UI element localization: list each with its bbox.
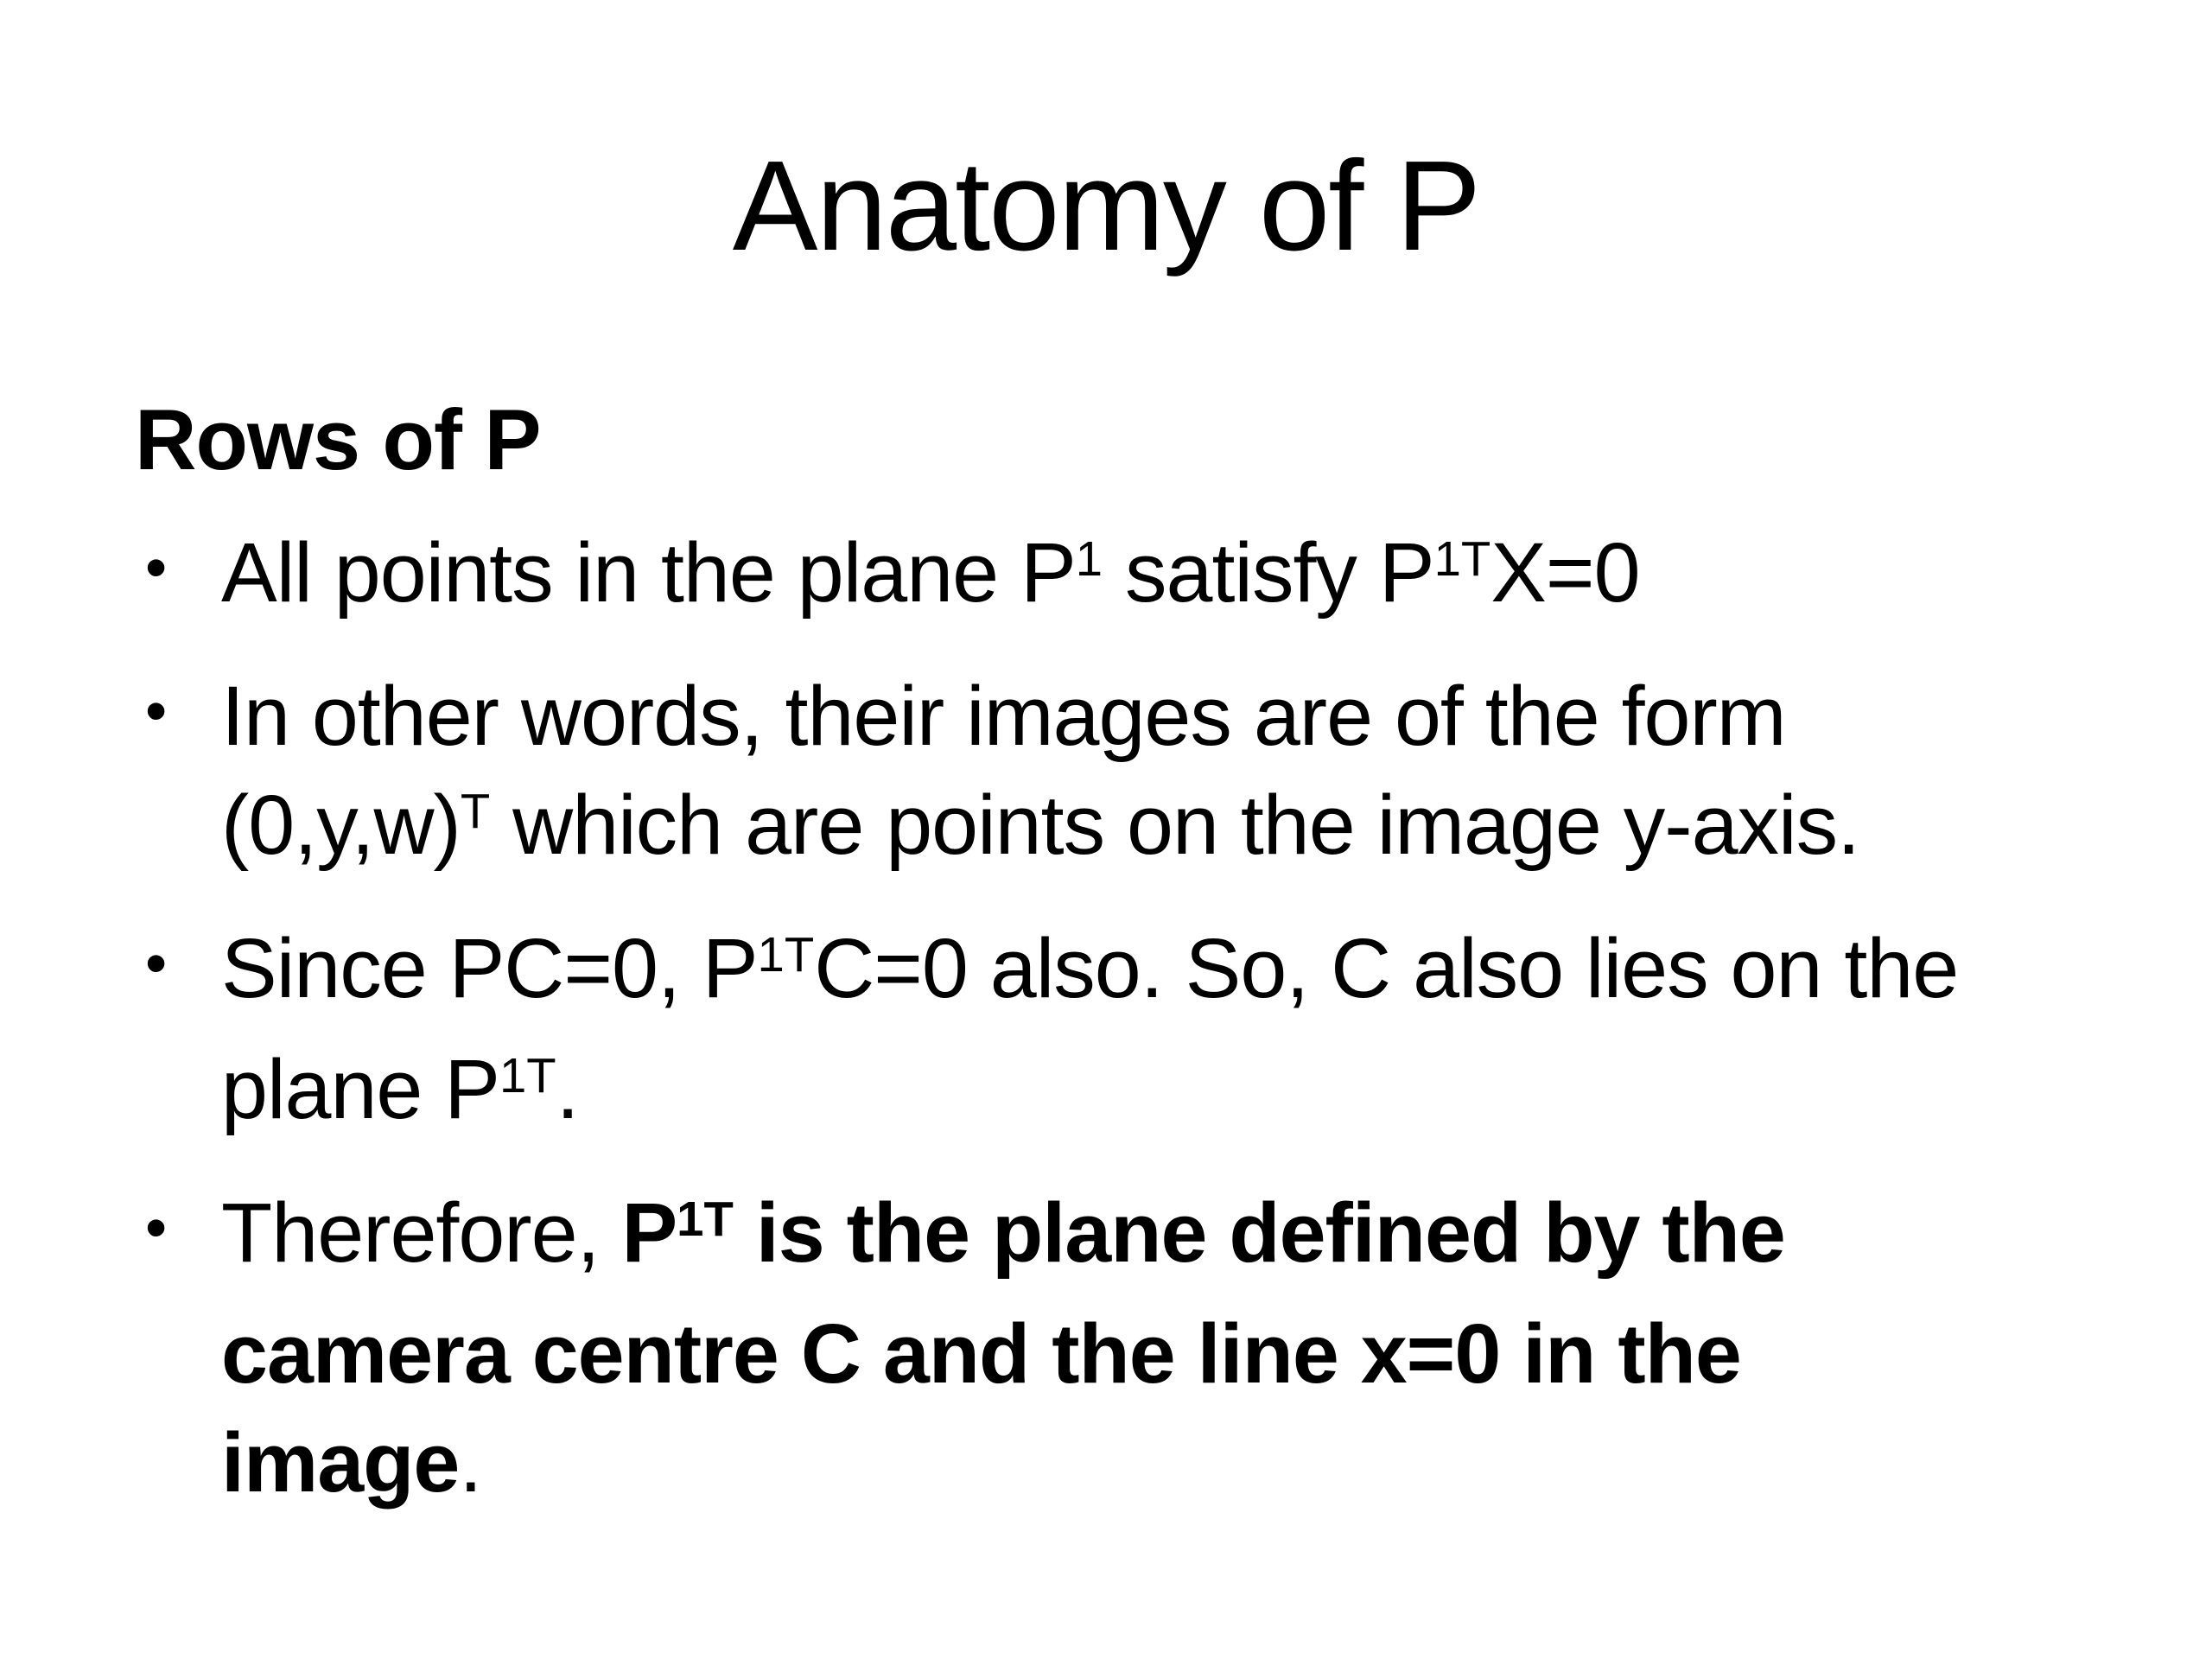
- bullet-text: (0,y,w): [221, 777, 461, 872]
- bullet-text: X=0: [1491, 524, 1640, 620]
- bullet-text: Since PC=0, P: [221, 920, 758, 1015]
- superscript-text: 1T: [499, 1048, 556, 1103]
- superscript-text: 1T: [757, 927, 815, 982]
- bullet-text: In other words, their images are of the form: [221, 668, 1786, 763]
- bullet-text: .: [556, 1041, 579, 1136]
- bullet-text: satisfy P: [1103, 524, 1434, 620]
- bullet-text: P: [621, 1185, 677, 1280]
- slide-body: [135, 385, 2091, 1517]
- bullet-text: Therefore,: [221, 1185, 622, 1280]
- bullet-text: plane P: [221, 1041, 499, 1136]
- bullet-icon: •: [145, 1192, 167, 1262]
- bullet-item: [135, 914, 2091, 1156]
- bullet-text: C=0 also. So, C also lies on the: [814, 920, 1959, 1015]
- superscript-text: T: [460, 784, 491, 839]
- superscript-text: 1: [1075, 531, 1103, 587]
- superscript-text: 1T: [677, 1192, 734, 1247]
- bullet-text: image: [221, 1414, 460, 1510]
- bullet-item: [135, 1179, 2091, 1517]
- bullet-text: .: [459, 1414, 482, 1510]
- bullet-list: [135, 518, 2091, 1517]
- bullet-text: All points in the plane P: [221, 524, 1076, 620]
- bullet-item: [135, 662, 2091, 892]
- bullet-text: is the plane defined by the: [733, 1185, 1785, 1280]
- bullet-icon: •: [145, 532, 167, 602]
- slide-title: Anatomy of P: [732, 135, 1480, 277]
- bullet-item: [135, 518, 2091, 639]
- bullet-icon: •: [145, 676, 167, 746]
- superscript-text: 1T: [1433, 531, 1491, 587]
- bullet-icon: •: [145, 928, 167, 998]
- section-heading: Rows of P: [135, 391, 541, 487]
- bullet-text: which are points on the image y-axis.: [490, 777, 1860, 872]
- bullet-text: camera centre C and the line x=0 in the: [221, 1306, 1741, 1401]
